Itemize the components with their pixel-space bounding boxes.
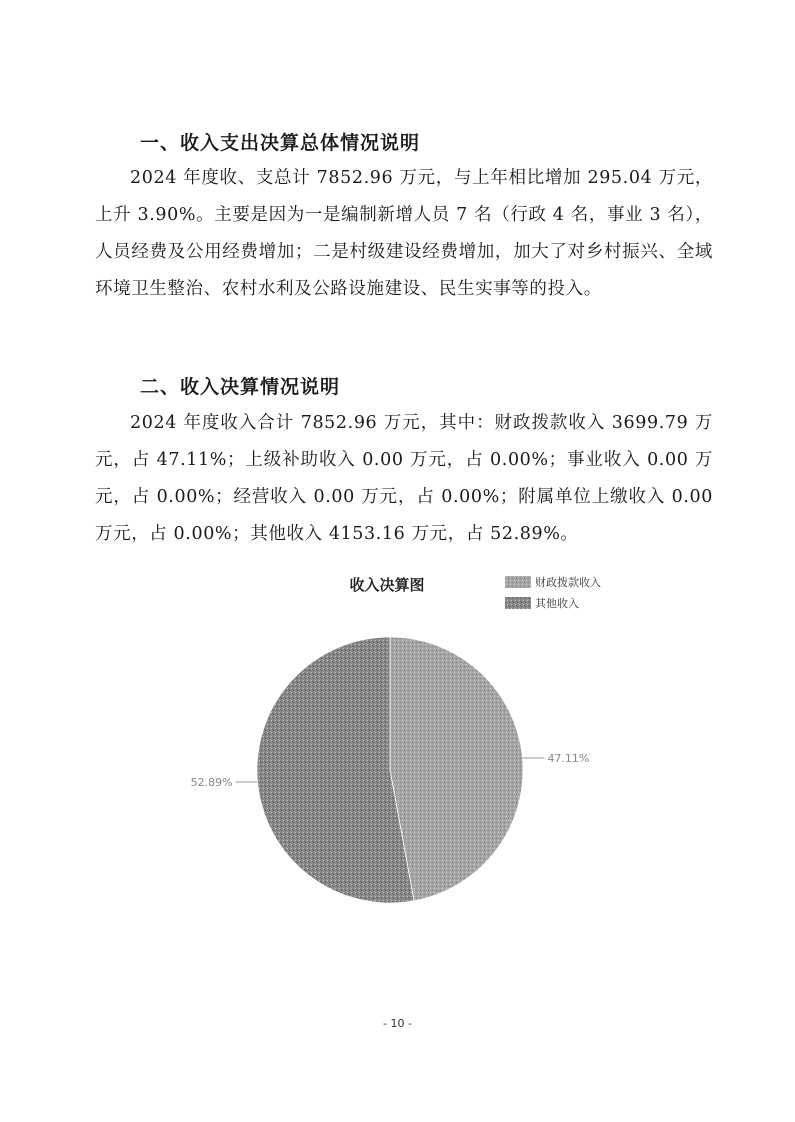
legend-label-fiscal: 财政拨款收入 <box>535 576 601 589</box>
pie-data-label-0: 47.11% <box>547 751 590 765</box>
section-2-paragraph: 2024 年度收入合计 7852.96 万元，其中：财政拨款收入 3699.79 万元，占 47.11%；上级补助收入 0.00 万元，占 0.00%；事业收入 0.00 万元，占 0.00%；经营收入 0.00 万元，占 0.00%；附属单位上缴收入 0.00 万元，占 0.00%；其他收入 4153.16 万元，占 52.89%。 <box>95 413 713 544</box>
section-2-heading: 二、收入决算情况说明 <box>140 376 341 398</box>
pie-slices <box>257 637 523 903</box>
section-2-body <box>95 405 713 553</box>
legend-label-other: 其他收入 <box>535 597 579 610</box>
section-1-body <box>95 160 713 308</box>
chart-legend <box>505 575 601 610</box>
legend-swatch-fiscal <box>505 576 531 588</box>
pie-slice-0 <box>390 637 523 901</box>
page-number: - 10 - <box>383 1017 412 1030</box>
section-1-heading: 一、收入支出决算总体情况说明 <box>140 132 421 154</box>
section-1-paragraph: 2024 年度收、支总计 7852.96 万元，与上年相比增加 295.04 万元，上升 3.90%。主要是因为一是编制新增人员 7 名（行政 4 名，事业 3 名），人员经费及公用经费增加；二是村级建设经费增加，加大了对乡村振兴、全域环境卫生整治、农村水利及公路设施建设、民生实事等的投入。 <box>95 168 713 299</box>
income-pie-chart <box>0 570 795 950</box>
legend-swatch-other <box>505 597 531 609</box>
pie-data-label-1: 52.89% <box>190 776 233 790</box>
chart-title: 收入决算图 <box>349 576 425 594</box>
